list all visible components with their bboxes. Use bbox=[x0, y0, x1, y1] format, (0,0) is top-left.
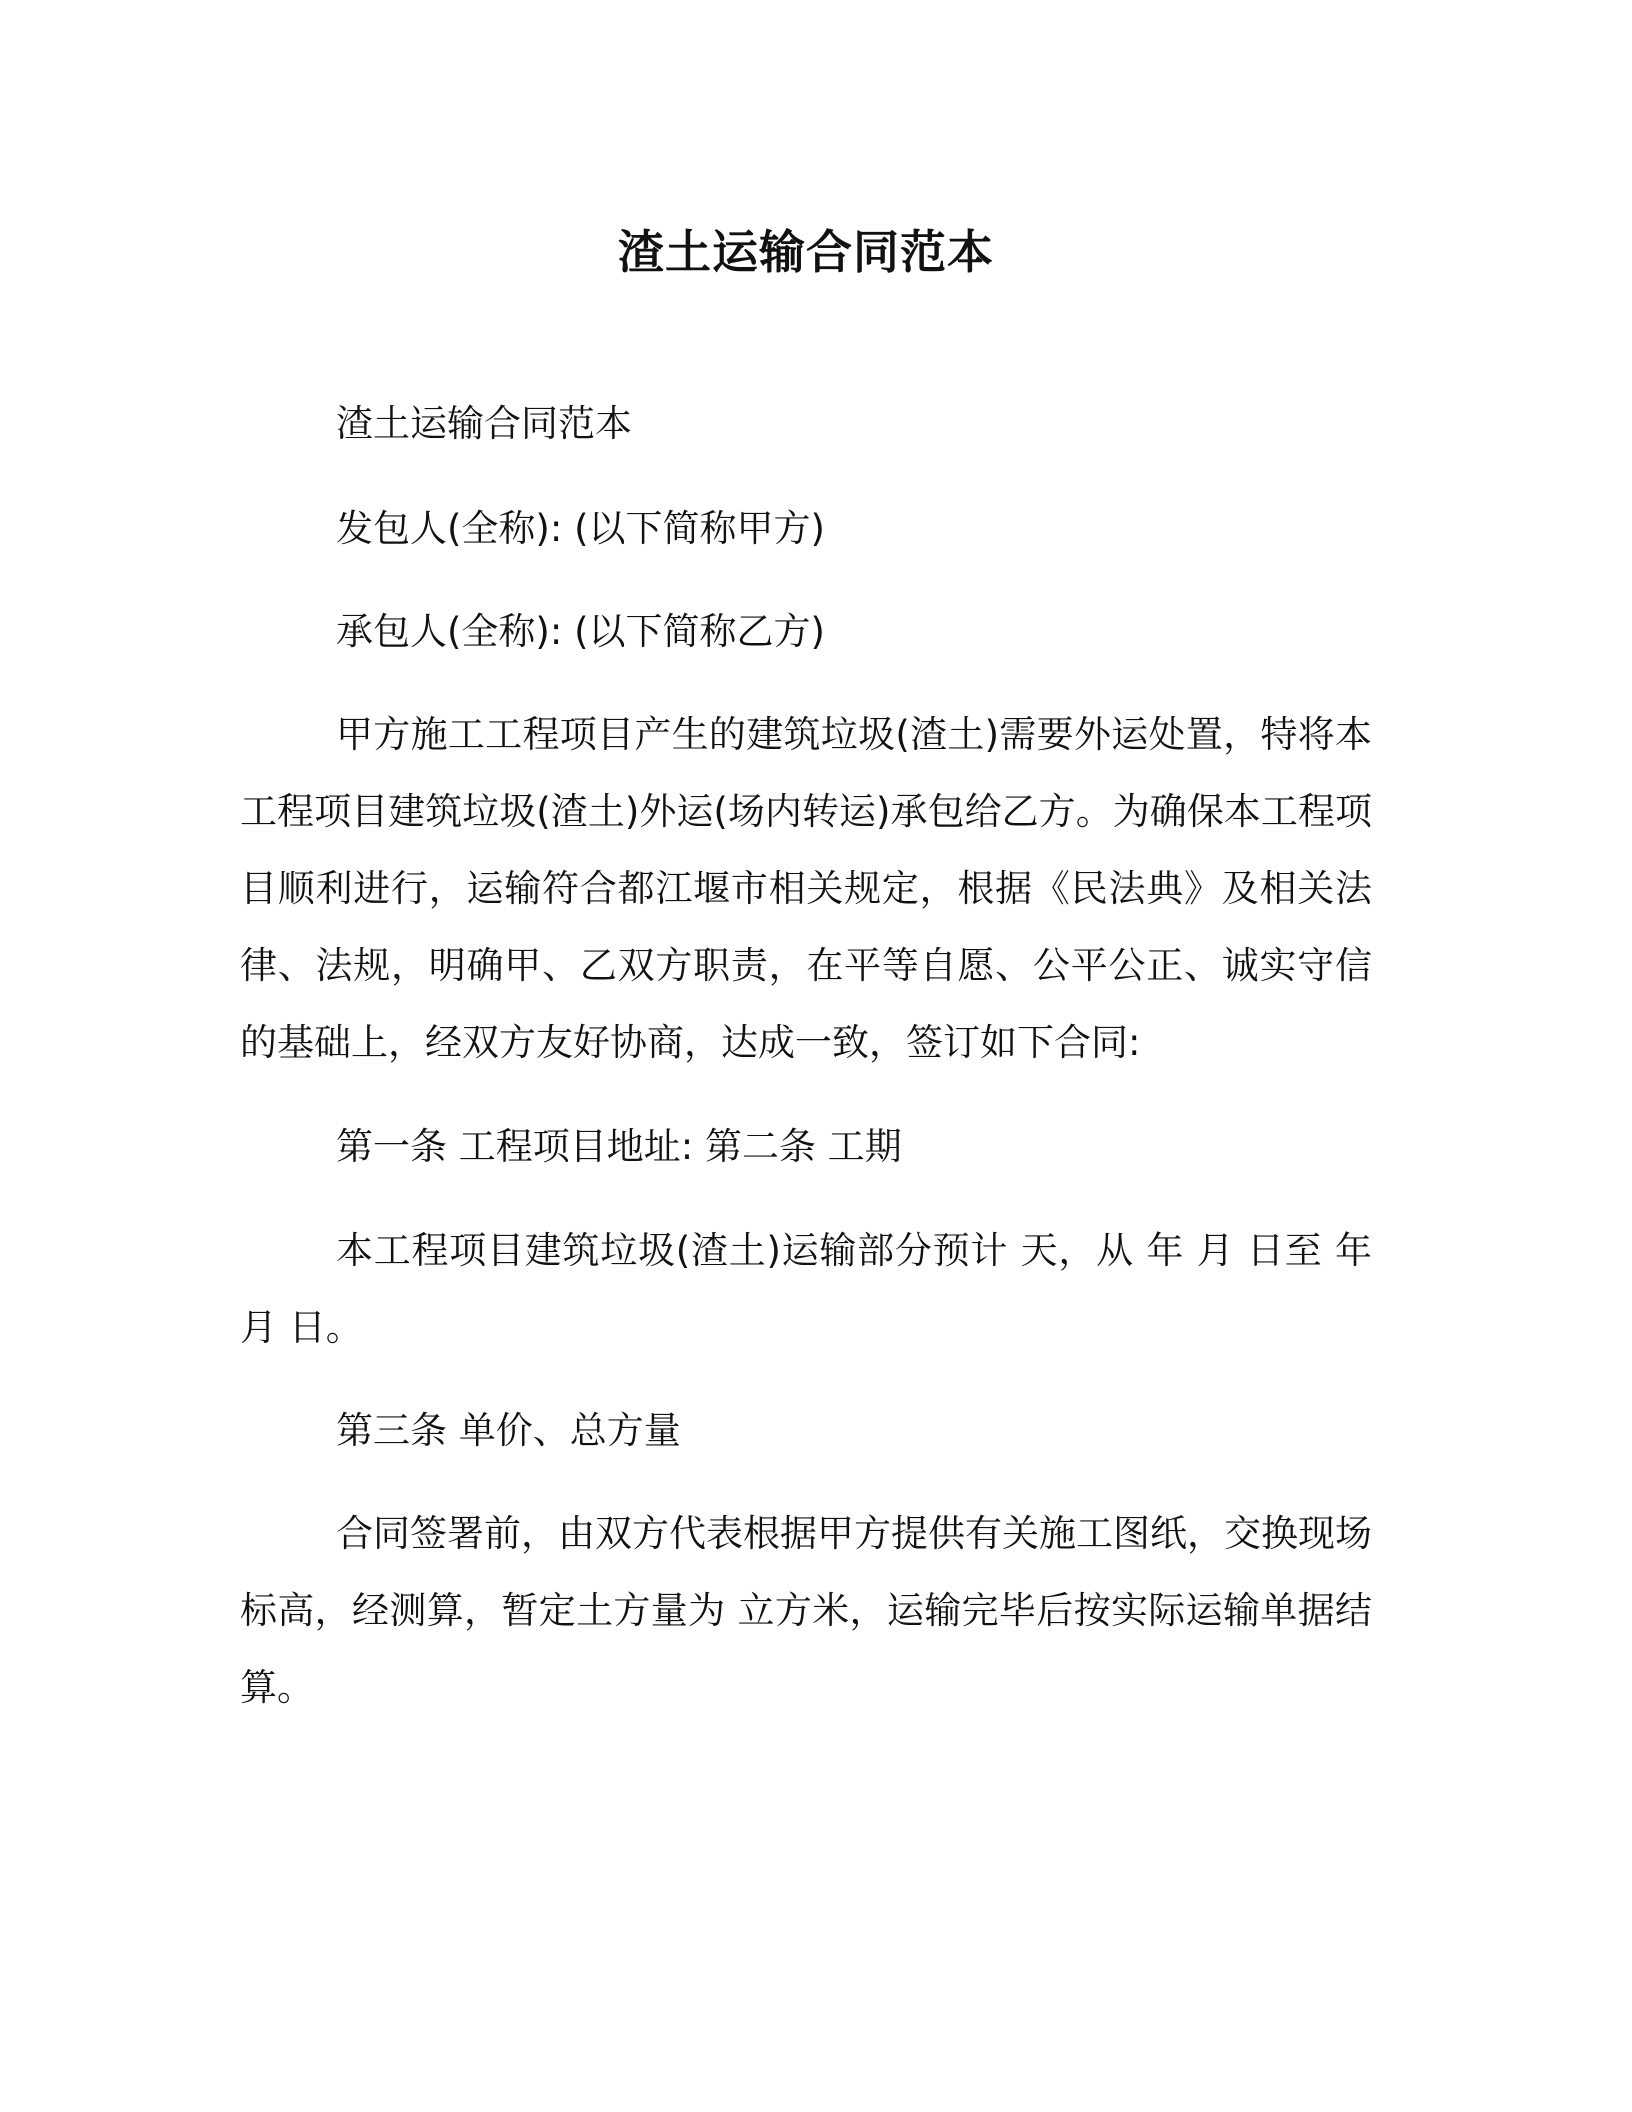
article-1-2-heading: 第一条 工程项目地址: 第二条 工期 bbox=[336, 1125, 902, 1168]
quantity-paragraph: 合同签署前，由双方代表根据甲方提供有关施工图纸，交换现场标高，经测算，暂定土方量为 立方米，运输完毕后按实际运输单据结算。 bbox=[240, 1512, 1372, 1709]
article-3-heading: 第三条 单价、总方量 bbox=[336, 1409, 681, 1452]
schedule-paragraph: 本工程项目建筑垃圾(渣土)运输部分预计 天，从 年 月 日至 年 月 日。 bbox=[240, 1229, 1372, 1349]
preamble-paragraph: 甲方施工工程项目产生的建筑垃圾(渣土)需要外运处置，特将本工程项目建筑垃圾(渣土)外运(场内转运)承包给乙方。为确保本工程项目顺利进行，运输符合都江堰市相关规定，根据《民法典》及相关法律、法规，明确甲、乙双方职责，在平等自愿、公平公正、诚实守信的基础上，经双方友好协商，达成一致，签订如下合同: bbox=[240, 713, 1372, 1064]
document-title: 渣土运输合同范本 bbox=[618, 225, 994, 279]
employer-line: 发包人(全称): (以下简称甲方) bbox=[336, 507, 825, 550]
subtitle-paragraph: 渣土运输合同范本 bbox=[336, 402, 632, 445]
contractor-line: 承包人(全称): (以下简称乙方) bbox=[336, 610, 825, 653]
